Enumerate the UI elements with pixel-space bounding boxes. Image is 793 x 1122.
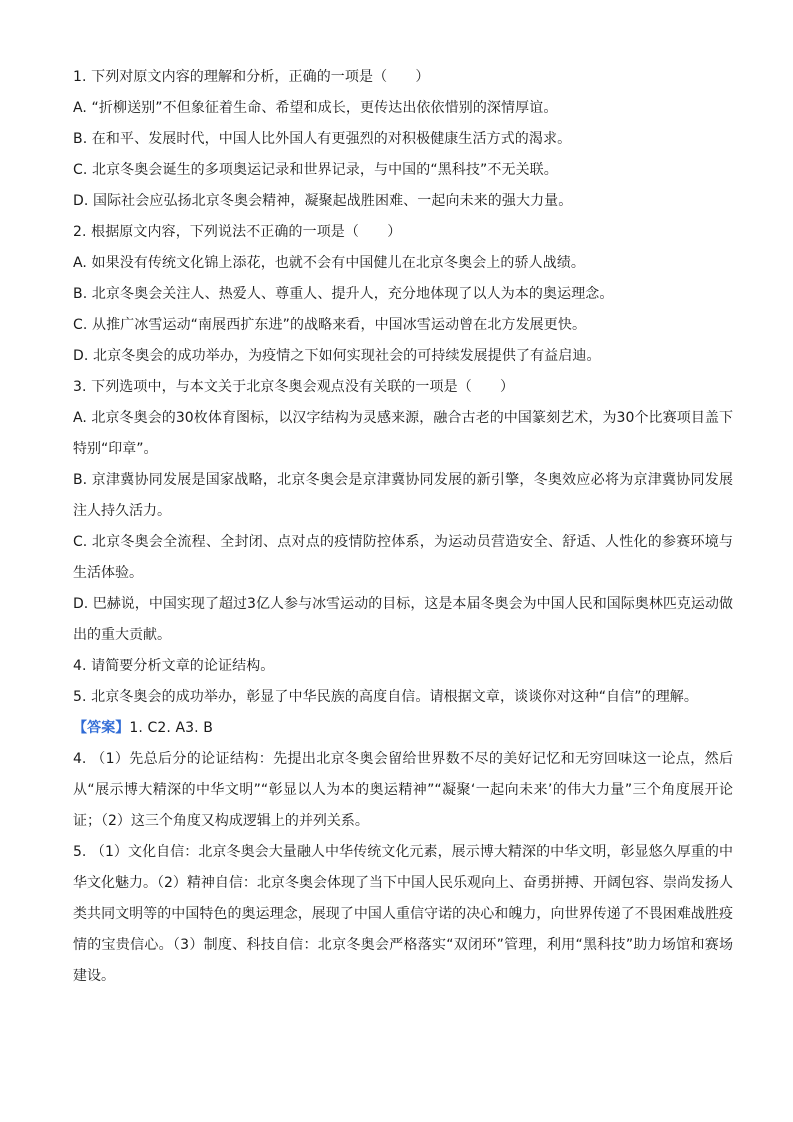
question-3-stem: 3. 下列选项中，与本文关于北京冬奥会观点没有关联的一项是（ ） — [73, 379, 515, 395]
answer-4: 4. （1）先总后分的论证结构：先提出北京冬奥会留给世界数不尽的美好记忆和无穷回味这一论点，然后从“展示博大精深的中华文明”“彰显以人为本的奥运精神”“凝聚‘一起向未来’的伟大力量”三个角度展开论证；（2）这三个角度又构成逻辑上的并列关系。 — [73, 751, 733, 829]
question-3-option-b: B. 京津冀协同发展是国家战略，北京冬奥会是京津冀协同发展的新引擎，冬奥效应必将为京津冀协同发展注人持久活力。 — [73, 472, 733, 519]
question-1-option-d: D. 国际社会应弘扬北京冬奥会精神，凝聚起战胜困难、一起向未来的强大力量。 — [73, 193, 573, 209]
question-4-stem: 4. 请简要分析文章的论证结构。 — [73, 658, 275, 674]
document-page — [73, 62, 733, 992]
question-2-option-b: B. 北京冬奥会关注人、热爱人、尊重人、提升人，充分地体现了以人为本的奥运理念。 — [73, 286, 614, 302]
question-3-option-d: D. 巴赫说，中国实现了超过3亿人参与冰雪运动的目标，这是本届冬奥会为中国人民和国际奥林匹克运动做出的重大贡献。 — [73, 596, 733, 643]
answer-choices: 1. C2. A3. B — [129, 720, 213, 736]
answer-line — [73, 713, 733, 744]
question-3-option-a: A. 北京冬奥会的30枚体育图标，以汉字结构为灵感来源，融合古老的中国篆刻艺术，为30个比赛项目盖下特别“印章”。 — [73, 410, 733, 457]
question-3-option-c: C. 北京冬奥会全流程、全封闭、点对点的疫情防控体系，为运动员营造安全、舒适、人性化的参赛环境与生活体验。 — [73, 534, 733, 581]
answer-5: 5. （1）文化自信：北京冬奥会大量融人中华传统文化元素，展示博大精深的中华文明，彰显悠久厚重的中华文化魅力。（2）精神自信：北京冬奥会体现了当下中国人民乐观向上、奋勇拼搏、开阔包容、崇尚发扬人类共同文明等的中国特色的奥运理念，展现了中国人重信守诺的决心和魄力，向世界传递了不畏困难战胜疫情的宝贵信心。（3）制度、科技自信：北京冬奥会严格落实“双闭环”管理，利用“黑科技”助力场馆和赛场建设。 — [73, 844, 733, 984]
question-5-stem: 5. 北京冬奥会的成功举办，彰显了中华民族的高度自信。请根据文章，谈谈你对这种“自信”的理解。 — [73, 689, 699, 705]
question-1-option-a: A. “折柳送别”不但象征着生命、希望和成长，更传达出依依惜别的深情厚谊。 — [73, 100, 558, 116]
question-1-option-c: C. 北京冬奥会诞生的多项奥运记录和世界记录，与中国的“黑科技”不无关联。 — [73, 162, 558, 178]
answer-tag: 【答案】 — [73, 720, 130, 736]
question-1-stem: 1. 下列对原文内容的理解和分析，正确的一项是（ ） — [73, 69, 430, 85]
question-2-stem: 2. 根据原文内容，下列说法不正确的一项是（ ） — [73, 224, 402, 240]
question-1-option-b: B. 在和平、发展时代，中国人比外国人有更强烈的对积极健康生活方式的渴求。 — [73, 131, 572, 147]
question-2-option-c: C. 从推广冰雪运动“南展西扩东进”的战略来看，中国冰雪运动曾在北方发展更快。 — [73, 317, 587, 333]
question-2-option-d: D. 北京冬奥会的成功举办，为疫情之下如何实现社会的可持续发展提供了有益启迪。 — [73, 348, 601, 364]
question-2-option-a: A. 如果没有传统文化锦上添花，也就不会有中国健儿在北京冬奥会上的骄人战绩。 — [73, 255, 586, 271]
